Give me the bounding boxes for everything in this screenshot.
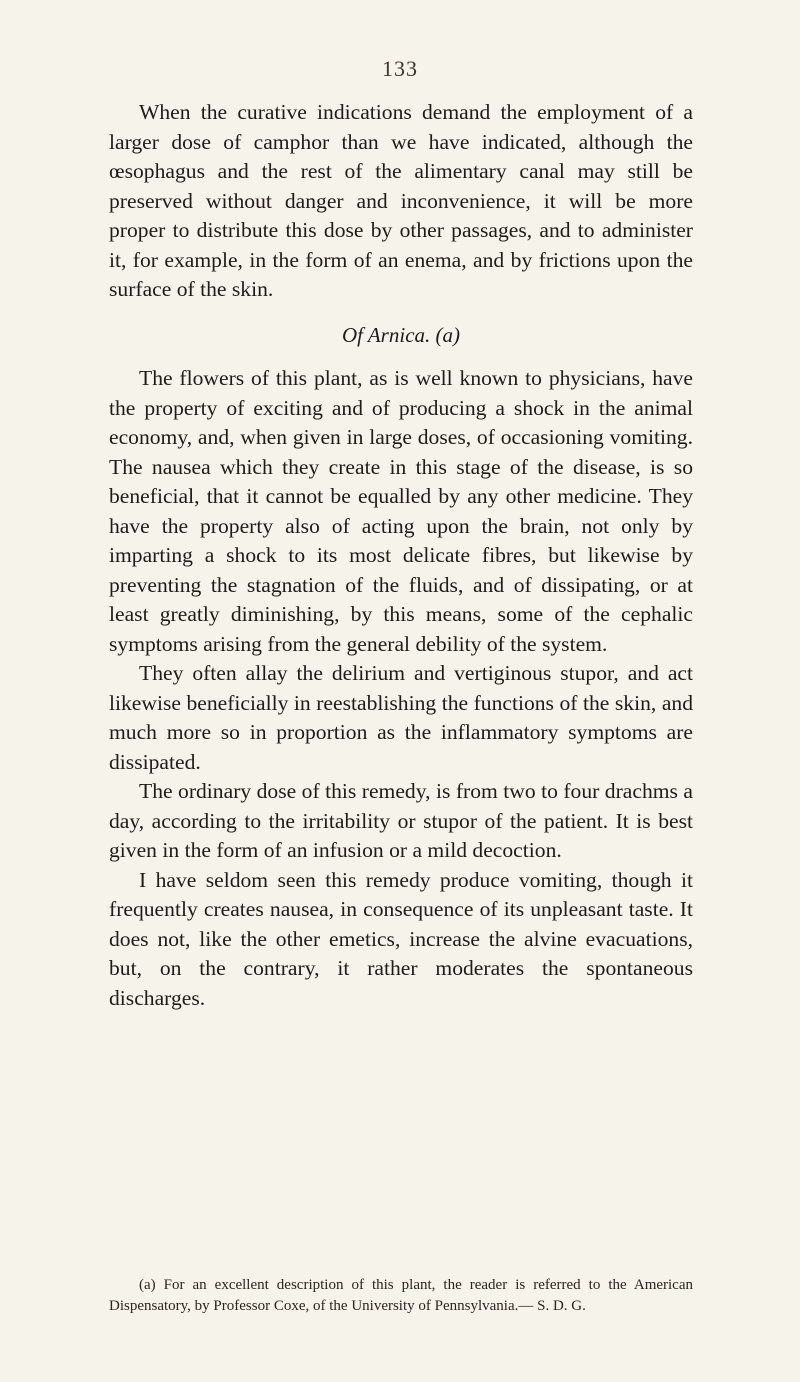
footnote: [109, 1275, 693, 1317]
section-heading-arnica: Of Arnica. (a): [341, 322, 460, 347]
paragraph-arnica-delirium: They often allay the delirium and vertiginous stupor, and act likewise beneficially in reestablishing the functions of the skin, and much more so in proportion as the inflammatory symptoms are dissipated.: [109, 661, 693, 774]
paragraph-arnica-properties: The flowers of this plant, as is well known to physicians, have the property of exciting and of producing a shock in the animal economy, and, when given in large doses, of occasioning vomiting. The nausea which they create in this stage of the disease, is so beneficial, that it cannot be equalled by any other medicine. They have the property also of acting upon the brain, not only by imparting a shock to its most delicate fibres, but likewise by preventing the stagnation of the fluids, and of dissipating, or at least greatly diminishing, by this means, some of the cephalic symptoms arising from the general debility of the system.: [109, 366, 693, 656]
paragraph-arnica-vomiting: I have seldom seen this remedy produce vomiting, though it frequently creates nausea, in consequence of its unpleasant taste. It does not, like the other emetics, increase the alvine evacuations, but, on the contrary, it rather moderates the spontaneous discharges.: [109, 867, 693, 1010]
paragraph-camphor-dose: When the curative indications demand the employment of a larger dose of camphor than we have indicated, although the œsophagus and the rest of the alimentary canal may still be preserved without danger and inconvenience, it will be more proper to distribute this dose by other passages, and to administer it, for example, in the form of an enema, and by frictions upon the surface of the skin.: [109, 100, 693, 301]
footnote-text: (a) For an excellent description of this plant, the reader is referred to the American Dispensatory, by Professor Coxe, of the University of Pennsylvania.— S. D. G.: [109, 1277, 693, 1314]
page-number: 133: [382, 56, 418, 81]
main-text: [109, 98, 693, 1013]
paragraph-arnica-dose: The ordinary dose of this remedy, is from two to four drachms a day, according to the irritability or stupor of the patient. It is best given in the form of an infusion or a mild decoction.: [109, 779, 693, 862]
